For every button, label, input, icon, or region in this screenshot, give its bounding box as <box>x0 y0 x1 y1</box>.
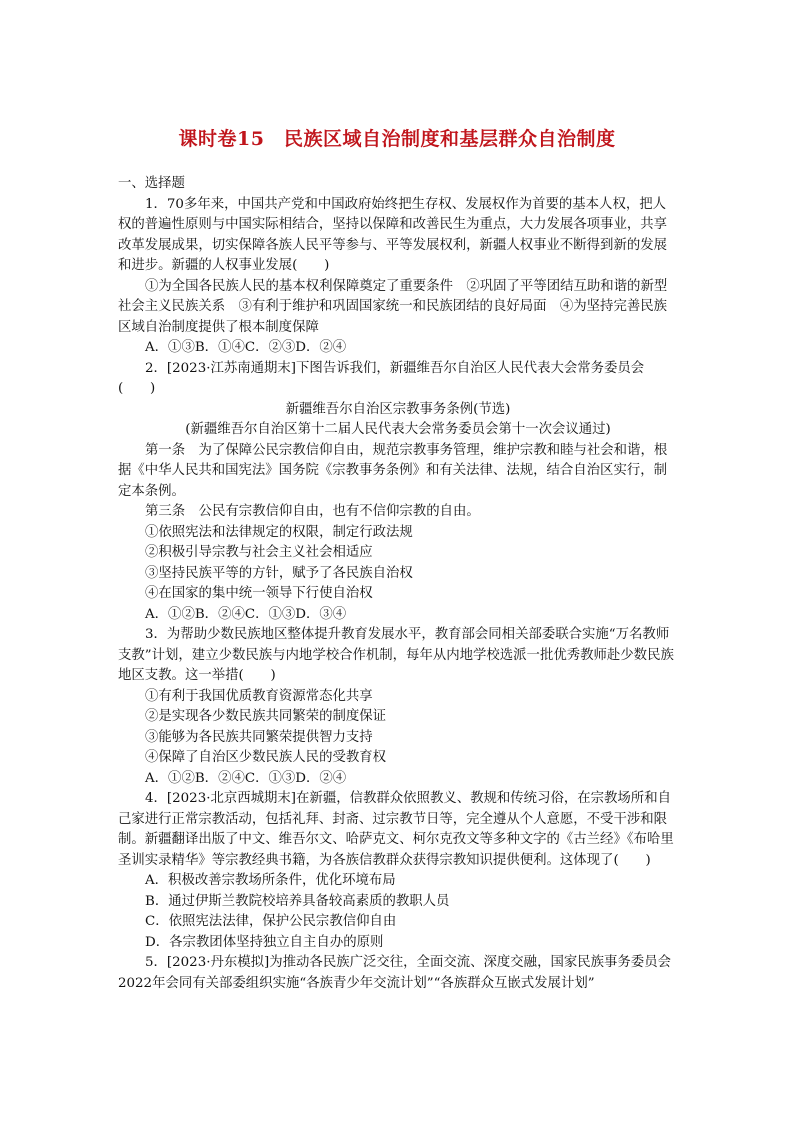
question-stem: 2．[2023·江苏南通期末]下图告诉我们，新疆维吾尔自治区人民代表大会常务委员会( ) <box>118 360 645 396</box>
question-option: A．积极改善宗教场所条件，优化环境布局 <box>145 873 396 888</box>
question-statements: ①为全国各民族人民的基本权利保障奠定了重要条件 ②巩固了平等团结互助和谐的新型社会主义民族关系 ③有利于维护和巩固国家统一和民族团结的良好局面 ④为坚持完善民族区域自治制度提供了根本制度保障 <box>118 278 668 335</box>
question-option: ③能够为各民族共同繁荣提供智力支持 <box>145 729 373 745</box>
question-stem: 4．[2023·北京西城期末]在新疆，信教群众依照教义、教规和传统习俗，在宗教场所和自己家进行正常宗教活动，包括礼拜、封斋、过宗教节日等，完全遵从个人意愿，不受干涉和限制。新疆翻译出版了中文、维吾尔文、哈萨克文、柯尔克孜文等多种文字的《古兰经》《布哈里圣训实录精华》等宗教经典书籍，为各族信教群众获得宗教知识提供便利。这体现了( ) <box>118 791 674 868</box>
excerpt-article-3: 第三条 公民有宗教信仰自由，也有不信仰宗教的自由。 <box>145 504 480 519</box>
question-option: C．依照宪法法律，保护公民宗教信仰自由 <box>145 914 397 929</box>
question-2 <box>118 359 678 626</box>
question-option: ④在国家的集中统一领导下行使自治权 <box>145 586 373 601</box>
question-option: ①依照宪法和法律规定的权限，制定行政法规 <box>145 524 413 540</box>
question-stem: 5．[2023·丹东模拟]为推动各民族广泛交往，全面交流、深度交融，国家民族事务委员会2022年会同有关部委组织实施“各族青少年交流计划”“各族群众互嵌式发展计划” <box>118 955 671 991</box>
question-option: B．通过伊斯兰教院校培养具备较高素质的教职人员 <box>145 893 450 909</box>
question-choices: A．①②B．②④C．①③D．③④ <box>145 606 347 622</box>
question-5 <box>118 953 678 994</box>
question-option: ②积极引导宗教与社会主义社会相适应 <box>145 545 373 560</box>
page-title: 课时卷15 民族区域自治制度和基层群众自治制度 <box>178 128 616 150</box>
question-stem: 1．70多年来，中国共产党和中国政府始终把生存权、发展权作为首要的基本人权，把人权的普遍性原则与中国实际相结合，坚持以保障和改善民生为重点，大力发展各项事业，共享改革发展成果，切实保障各族人民平等参与、平等发展权利，新疆人权事业不断得到新的发展和进步。新疆的人权事业发展( ) <box>118 196 668 273</box>
question-stem: 3．为帮助少数民族地区整体提升教育发展水平，教育部会同相关部委联合实施“万名教师支教”计划，建立少数民族与内地学校合作机制，每年从内地学校选派一批优秀教师赴少数民族地区支教。这一举措( ) <box>118 627 674 683</box>
excerpt-title: 新疆维吾尔自治区宗教事务条例(节选) <box>285 401 511 417</box>
excerpt-subtitle: (新疆维吾尔自治区第十二届人民代表大会常务委员会第十一次会议通过) <box>185 422 611 437</box>
section-heading: 一、选择题 <box>118 176 185 191</box>
question-option: ③坚持民族平等的方针，赋予了各民族自治权 <box>145 565 413 581</box>
document-body <box>118 174 678 994</box>
question-option: ④保障了自治区少数民族人民的受教育权 <box>145 750 387 765</box>
question-option: ①有利于我国优质教育资源常态化共享 <box>145 688 373 704</box>
question-1 <box>118 195 678 359</box>
excerpt-article-1: 第一条 为了保障公民宗教信仰自由，规范宗教事务管理，维护宗教和睦与社会和谐，根据《中华人民共和国宪法》国务院《宗教事务条例》和有关法律、法规，结合自治区实行，制定本条例。 <box>118 442 668 499</box>
question-choices: A．①③B．①④C．②③D．②④ <box>145 340 347 355</box>
question-3 <box>118 625 678 789</box>
question-option: D．各宗教团体坚持独立自主自办的原则 <box>145 934 384 950</box>
question-4 <box>118 789 678 953</box>
question-option: ②是实现各少数民族共同繁荣的制度保证 <box>145 709 387 724</box>
question-choices: A．①②B．②④C．①③D．②④ <box>145 770 347 786</box>
